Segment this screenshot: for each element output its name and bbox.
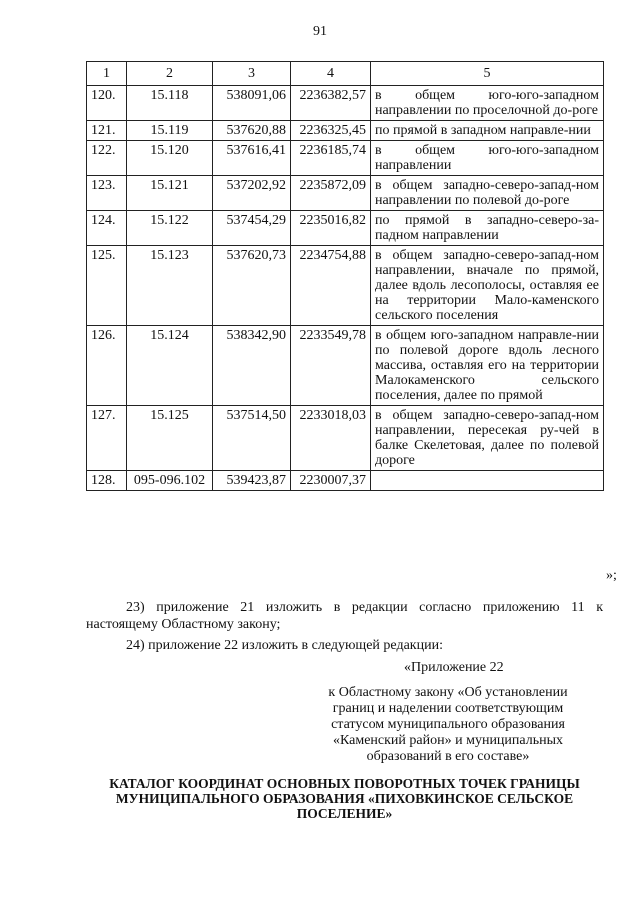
y-coordinate: 2235016,82: [291, 211, 371, 246]
boundary-description: в общем западно-северо-запад-ном направлении, пересекая ру-чей в балке Скелетовая, далее по полевой дороге: [371, 406, 604, 471]
header-cell: 3: [213, 62, 291, 86]
boundary-description: в общем западно-северо-запад-ном направлении по полевой до-роге: [371, 176, 604, 211]
x-coordinate: 537616,41: [213, 141, 291, 176]
row-number: 128.: [87, 471, 127, 491]
x-coordinate: 538091,06: [213, 86, 291, 121]
row-number: 127.: [87, 406, 127, 471]
table-row: [87, 176, 604, 211]
boundary-description: по прямой в западно-северо-за-падном направлении: [371, 211, 604, 246]
row-number: 125.: [87, 246, 127, 326]
y-coordinate: 2236325,45: [291, 121, 371, 141]
closing-quote-mark: »;: [606, 568, 617, 583]
boundary-description: в общем юго-юго-западном направлении: [371, 141, 604, 176]
header-cell: 5: [371, 62, 604, 86]
table-row: [87, 211, 604, 246]
table-row: [87, 406, 604, 471]
point-id: 15.120: [127, 141, 213, 176]
table-row: [87, 326, 604, 406]
point-id: 15.123: [127, 246, 213, 326]
boundary-description: в общем западно-северо-запад-ном направлении, вначале по прямой, далее вдоль лесополосы, оставляя ее на территории Мало-каменского сельского поселения: [371, 246, 604, 326]
appendix-subtitle: к Областному закону «Об установлении границ и наделении соответствующим статусом муниципального образования «Каменский район» и муниципальных образований в его составе»: [328, 685, 568, 764]
y-coordinate: 2233549,78: [291, 326, 371, 406]
header-cell: 4: [291, 62, 371, 86]
y-coordinate: 2236382,57: [291, 86, 371, 121]
x-coordinate: 538342,90: [213, 326, 291, 406]
x-coordinate: 537202,92: [213, 176, 291, 211]
table-row: [87, 141, 604, 176]
table-row: [87, 246, 604, 326]
appendix-heading: «Приложение 22: [404, 660, 504, 675]
header-cell: 1: [87, 62, 127, 86]
point-id: 15.122: [127, 211, 213, 246]
row-number: 124.: [87, 211, 127, 246]
row-number: 120.: [87, 86, 127, 121]
y-coordinate: 2230007,37: [291, 471, 371, 491]
y-coordinate: 2235872,09: [291, 176, 371, 211]
x-coordinate: 537620,88: [213, 121, 291, 141]
table-row: [87, 121, 604, 141]
x-coordinate: 537514,50: [213, 406, 291, 471]
catalog-title: КАТАЛОГ КООРДИНАТ ОСНОВНЫХ ПОВОРОТНЫХ ТОЧЕК ГРАНИЦЫ МУНИЦИПАЛЬНОГО ОБРАЗОВАНИЯ «ПИХОВКИНСКОЕ СЕЛЬСКОЕ ПОСЕЛЕНИЕ»: [109, 776, 580, 821]
x-coordinate: 537454,29: [213, 211, 291, 246]
x-coordinate: 539423,87: [213, 471, 291, 491]
table-row: [87, 471, 604, 491]
row-number: 123.: [87, 176, 127, 211]
row-number: 122.: [87, 141, 127, 176]
table-row: [87, 86, 604, 121]
boundary-description: в общем юго-западном направле-нии по полевой дороге вдоль лесного массива, оставляя его на территории Малокаменского сельского поселения, далее по прямой: [371, 326, 604, 406]
point-id: 15.119: [127, 121, 213, 141]
header-cell: 2: [127, 62, 213, 86]
paragraph-item-23: 23) приложение 21 изложить в редакции согласно приложению 11 к настоящему Областному закону;: [86, 600, 603, 632]
point-id: 15.124: [127, 326, 213, 406]
x-coordinate: 537620,73: [213, 246, 291, 326]
page-number: 91: [313, 24, 327, 39]
boundary-description: в общем юго-юго-западном направлении по проселочной до-роге: [371, 86, 604, 121]
y-coordinate: 2233018,03: [291, 406, 371, 471]
coordinates-table: [86, 61, 604, 491]
row-number: 121.: [87, 121, 127, 141]
y-coordinate: 2236185,74: [291, 141, 371, 176]
point-id: 15.125: [127, 406, 213, 471]
boundary-description: [371, 471, 604, 491]
boundary-description: по прямой в западном направле-нии: [371, 121, 604, 141]
point-id: 15.118: [127, 86, 213, 121]
table-header-row: [87, 62, 604, 86]
point-id: 15.121: [127, 176, 213, 211]
point-id: 095-096.102: [127, 471, 213, 491]
row-number: 126.: [87, 326, 127, 406]
paragraph-item-24: 24) приложение 22 изложить в следующей редакции:: [126, 638, 443, 653]
y-coordinate: 2234754,88: [291, 246, 371, 326]
